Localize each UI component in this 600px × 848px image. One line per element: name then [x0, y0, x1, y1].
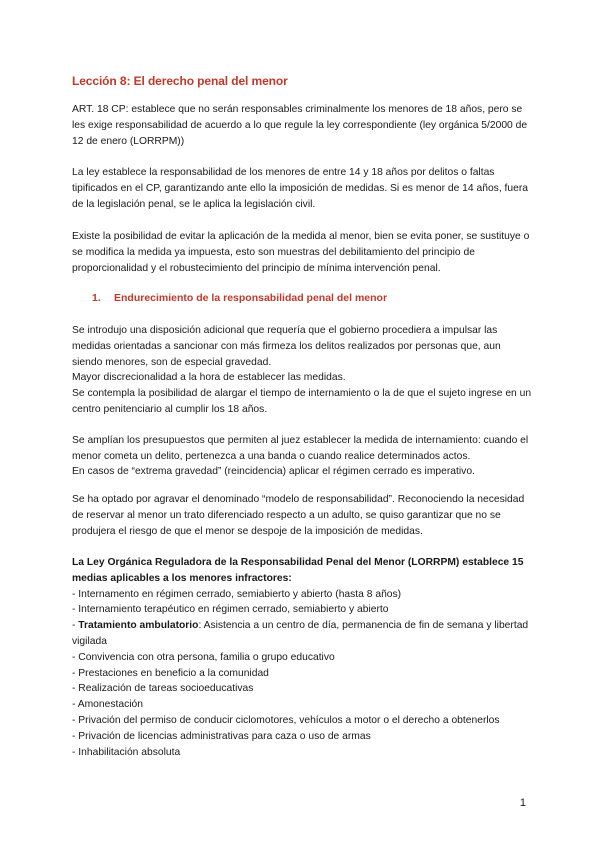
- section-heading: [92, 292, 387, 304]
- paragraph-responsibility-model: Se ha optado por agravar el denominado “modelo de responsabilidad”. Reconociendo la necesidad de reservar al menor un trato diferenciado respecto a un adulto, se quiso garantizar que no se produjera el riesgo de que el menor se despoje de la imposición de medidas.: [72, 494, 525, 537]
- page-number: 1: [519, 797, 526, 809]
- paragraph-responsibility: La ley establece la responsabilidad de los menores de entre 14 y 18 años por delitos o faltas tipificados en el CP, garantizando ante ello la imposición de medidas. Si es menor de 14 años, fuera de la legislación penal, se le aplica la legislación civil.: [72, 167, 529, 210]
- paragraph-internment-presumptions: Se amplían los presupuestos que permiten al juez establecer la medida de internamiento: cuando el menor cometa un delito, pertenezca a una banda o cuando realice determinados actos.: [72, 435, 529, 462]
- paragraph-internment-extension: Se contempla la posibilidad de alargar el tiempo de internamiento o la de que el sujeto ingrese en un centro penitenciario al cumplir los 18 años.: [72, 388, 532, 415]
- list-item-rest: : Asistencia a un centro de día, permanencia de fin de semana y libertad vigilada: [72, 620, 529, 647]
- measures-list: [72, 555, 532, 760]
- section-number: 1.: [92, 292, 101, 304]
- lesson-title: Lección 8: El derecho penal del menor: [72, 74, 288, 88]
- paragraph-extreme-gravity: En casos de “extrema gravedad” (reincidencia) aplicar el régimen cerrado es imperativo.: [72, 466, 475, 477]
- list-item: - Prestaciones en beneficio a la comunidad: [72, 667, 269, 679]
- list-item: - Privación del permiso de conducir ciclomotores, vehículos a motor o el derecho a obtenerlos: [72, 714, 500, 726]
- measures-lead: La Ley Orgánica Reguladora de la Responsabilidad Penal del Menor (LORRPM) establece 15 medias aplicables a los menores infractores:: [72, 557, 524, 584]
- paragraph-art18: ART. 18 CP: establece que no serán responsables criminalmente los menores de 18 años, pero se les exige responsabilidad de acuerdo a lo que regule la ley correspondiente (ley orgánica 5/2000 de 12 de enero (LORRPM)): [72, 104, 528, 147]
- list-item: - Convivencia con otra persona, familia o grupo educativo: [72, 651, 335, 663]
- section-title: Endurecimiento de la responsabilidad penal del menor: [114, 292, 388, 304]
- paragraph-additional-provision: Se introdujo una disposición adicional que requería que el gobierno procediera a impulsar las medidas orientadas a sancionar con más firmeza los delitos realizados por personas que, aun siendo menores, son de especial gravedad.: [72, 325, 501, 368]
- list-item: - Internamento en régimen cerrado, semiabierto y abierto (hasta 8 años): [72, 588, 402, 600]
- list-item-prefix: -: [72, 620, 79, 632]
- list-item: - Privación de licencias administrativas para caza o uso de armas: [72, 730, 371, 742]
- list-item: - Amonestación: [72, 699, 143, 711]
- list-item: [72, 618, 532, 650]
- list-item-bold: Tratamiento ambulatorio: [78, 620, 199, 632]
- list-item: - Inhabilitación absoluta: [72, 746, 181, 758]
- list-item: - Realización de tareas socioeducativas: [72, 683, 254, 695]
- list-item: - Internamiento terapéutico en régimen cerrado, semiabierto y abierto: [72, 604, 389, 616]
- paragraph-proportionality: Existe la posibilidad de evitar la aplicación de la medida al menor, bien se evita poner, se sustituye o se modifica la medida ya impuesta, esto son muestras del debilitamiento del principio de proporcionalidad y el robustecimiento del principio de mínima intervención penal.: [72, 231, 530, 274]
- paragraph-discretion: Mayor discrecionalidad a la hora de establecer las medidas.: [72, 372, 346, 383]
